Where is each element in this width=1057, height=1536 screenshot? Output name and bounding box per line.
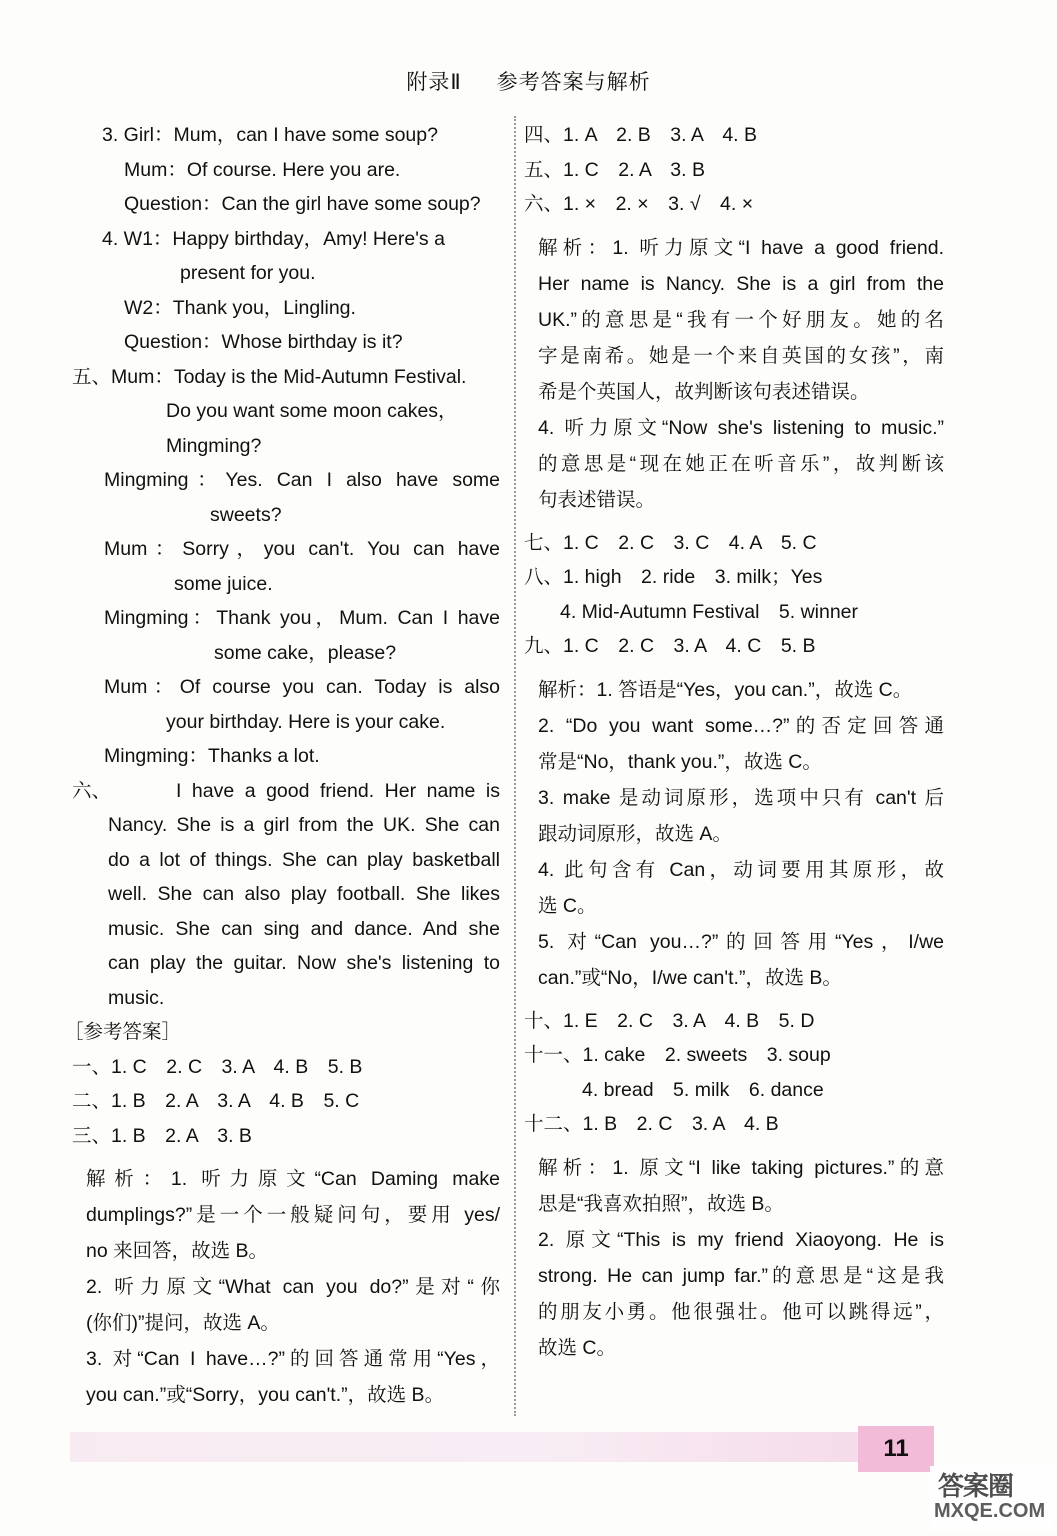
right-column <box>524 118 944 1366</box>
text-line: Mum：Of course. Here you are. <box>124 158 401 181</box>
text-line: 2. “Do you want some…?”的否定回答通 <box>538 714 944 737</box>
answer-line: 九、1. C 2. C 3. A 4. C 5. B <box>524 635 816 657</box>
answer-line: 四、1. A 2. B 3. A 4. B <box>524 124 758 146</box>
text-line: 思是“我喜欢拍照”，故选 B。 <box>538 1192 784 1215</box>
text-line: I have a good friend. Her name is <box>176 779 500 802</box>
text-line: 5. 对“Can you…?”的回答用“Yes，I/we <box>538 930 944 953</box>
page-number: 11 <box>858 1426 934 1472</box>
text-line: 字是南希。她是一个来自英国的女孩”，南 <box>538 344 944 367</box>
text-line: 解析：1. 听力原文“I have a good friend. <box>538 236 944 259</box>
text-line: 跟动词原形，故选 A。 <box>538 822 732 845</box>
text-line: strong. He can jump far.”的意思是“这是我 <box>538 1264 944 1287</box>
answer-line: 十一、1. cake 2. sweets 3. soup <box>524 1044 831 1066</box>
text-line: can.”或“No，I/we can't.”，故选 B。 <box>538 966 842 989</box>
column-divider <box>514 116 516 1416</box>
text-line: 3. make 是动词原形，选项中只有 can't 后 <box>538 786 944 809</box>
text-line: some juice. <box>174 572 273 595</box>
text-line: 2. 原文“This is my friend Xiaoyong. He is <box>538 1228 944 1251</box>
text-line: (你们)”提问，故选 A。 <box>86 1312 280 1334</box>
answer-line: 六、1. × 2. × 3. √ 4. × <box>524 193 754 215</box>
text-line: do a lot of things. She can play basketball <box>108 848 500 871</box>
text-line: dumplings?”是一个一般疑问句，要用 yes/ <box>86 1204 500 1226</box>
section-six-first-line <box>72 774 500 809</box>
text-line: Nancy. She is a girl from the UK. She can <box>108 814 500 836</box>
text-line: 3. 对“Can I have…?”的回答通常用“Yes， <box>86 1348 500 1370</box>
text-line: Do you want some moon cakes， <box>166 400 458 422</box>
analysis-block <box>524 230 944 518</box>
text-line: music. She can sing and dance. And she <box>108 917 500 940</box>
text-line: 句表述错误。 <box>538 488 656 511</box>
text-line: Mingming：Thank you，Mum. Can I have <box>104 607 500 629</box>
page-header <box>0 66 1057 96</box>
left-column <box>64 118 500 1413</box>
text-line: Question：Whose birthday is it? <box>124 331 403 353</box>
watermark <box>930 1466 1054 1530</box>
text-line: 的朋友小勇。他很强壮。他可以跳得远”， <box>538 1300 944 1323</box>
text-line: some cake，please? <box>214 641 397 664</box>
text-line: 解析：1. 答语是“Yes，you can.”，故选 C。 <box>538 678 913 701</box>
answer-line: 4. Mid-Autumn Festival 5. winner <box>560 600 859 623</box>
watermark-logo: 答案圈 <box>938 1471 1014 1501</box>
text-line: you can.”或“Sorry，you can't.”，故选 B。 <box>86 1384 445 1406</box>
text-line: 常是“No，thank you.”，故选 C。 <box>538 750 822 773</box>
answer-line: 五、1. C 2. A 3. B <box>524 158 705 181</box>
text-line: music. <box>108 986 165 1009</box>
watermark-url: MXQE.COM <box>934 1500 1046 1522</box>
answer-line: 十二、1. B 2. C 3. A 4. B <box>524 1113 779 1135</box>
analysis-block <box>72 1161 500 1413</box>
text-line: 4. 此句含有 Can，动词要用其原形，故 <box>538 858 944 881</box>
text-line: Question：Can the girl have some soup? <box>124 193 481 215</box>
reference-answer-heading: ［参考答案］ <box>64 1021 182 1043</box>
answer-line: 三、1. B 2. A 3. B <box>72 1124 252 1147</box>
text-line: 4. W1：Happy birthday，Amy! Here's a <box>102 227 445 250</box>
text-line: 4. 听力原文“Now she's listening to music.” <box>538 416 944 439</box>
page-title: 参考答案与解析 <box>496 71 651 94</box>
text-line: Mum：Of course you can. Today is also <box>104 676 500 698</box>
text-line: 的意思是“现在她正在听音乐”，故判断该 <box>538 452 944 475</box>
text-line: Mingming：Thanks a lot. <box>104 745 320 767</box>
text-line: Her name is Nancy. She is a girl from the <box>538 272 944 295</box>
text-line: 3. Girl：Mum，can I have some soup? <box>102 124 438 146</box>
text-line: Mingming? <box>166 434 262 457</box>
text-line: your birthday. Here is your cake. <box>166 710 446 733</box>
analysis-block <box>524 1150 944 1366</box>
text-line: no 来回答，故选 B。 <box>86 1240 269 1262</box>
text-line: Mingming：Yes. Can I also have some <box>104 469 500 491</box>
text-line: present for you. <box>180 262 316 284</box>
text-line: 2. 听力原文“What can you do?”是对“你 <box>86 1276 500 1298</box>
analysis-block <box>524 672 944 996</box>
text-line: 五、Mum：Today is the Mid-Autumn Festival. <box>72 365 467 388</box>
answer-line: 一、1. C 2. C 3. A 4. B 5. B <box>72 1055 363 1078</box>
section-label: 六、 <box>72 779 112 802</box>
answer-line: 八、1. high 2. ride 3. milk；Yes <box>524 566 823 588</box>
answer-line: 七、1. C 2. C 3. C 4. A 5. C <box>524 531 817 554</box>
text-line: W2：Thank you，Lingling. <box>124 296 356 319</box>
text-line: 解析：1. 听力原文“Can Daming make <box>86 1168 500 1190</box>
answer-line: 二、1. B 2. A 3. A 4. B 5. C <box>72 1090 360 1112</box>
text-line: 故选 C。 <box>538 1336 617 1359</box>
text-line: can play the guitar. Now she's listening to <box>108 952 500 974</box>
text-line: Mum：Sorry，you can't. You can have <box>104 538 500 560</box>
answer-line: 4. bread 5. milk 6. dance <box>582 1078 824 1101</box>
answer-line: 十、1. E 2. C 3. A 4. B 5. D <box>524 1009 815 1032</box>
text-line: sweets? <box>210 503 282 526</box>
text-line: 希是个英国人，故判断该句表述错误。 <box>538 380 870 403</box>
footer-band <box>70 1432 860 1462</box>
text-line: 解析：1. 原文“I like taking pictures.”的意 <box>538 1156 944 1179</box>
text-line: well. She can also play football. She likes <box>108 883 500 905</box>
appendix-label: 附录Ⅱ <box>406 71 462 94</box>
text-line: UK.”的意思是“我有一个好朋友。她的名 <box>538 308 944 331</box>
text-line: 选 C。 <box>538 894 597 917</box>
